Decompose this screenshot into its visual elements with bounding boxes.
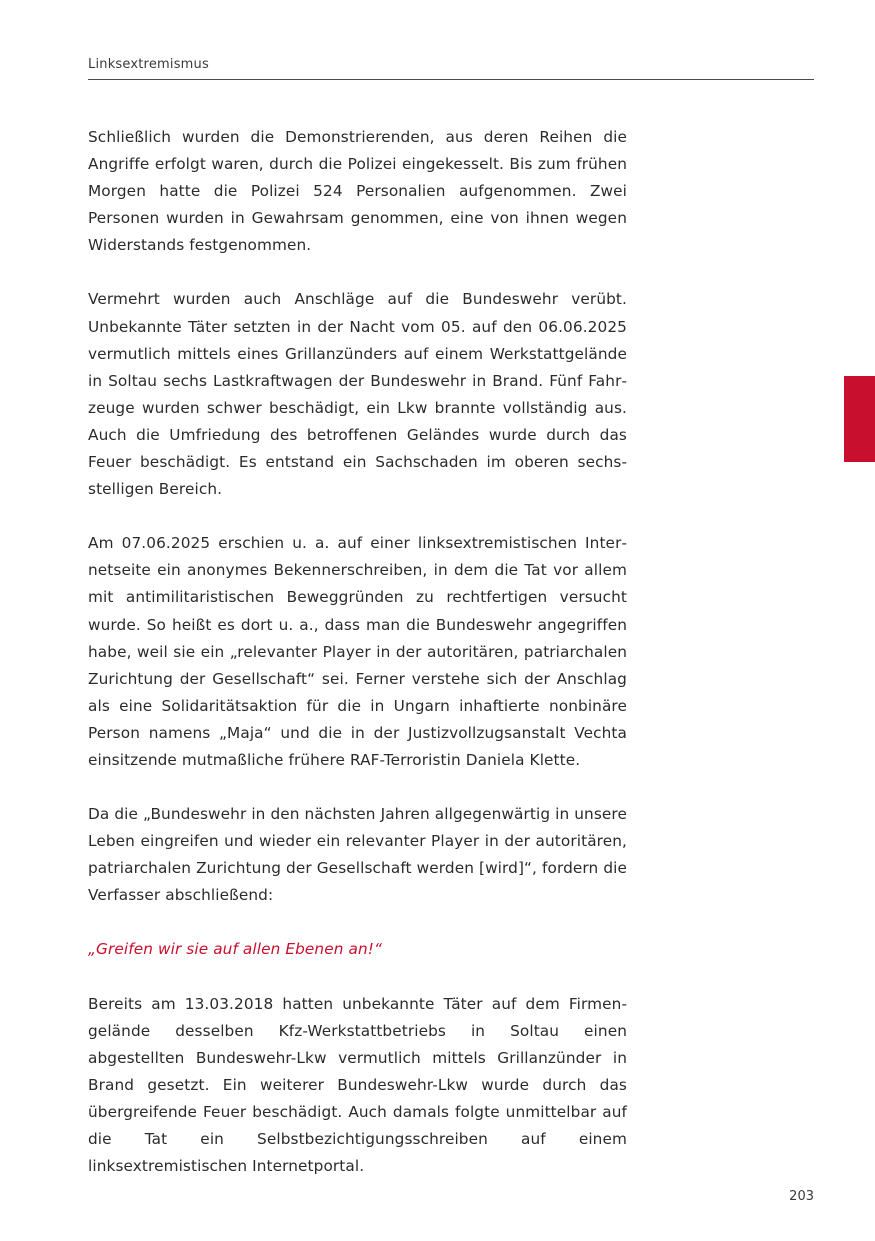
- paragraph-authors-demand: Da die „Bundeswehr in den nächsten Jahren allgegenwärtig in unsere Leben eingreifen und wieder ein relevanter Player in der autoritären, patriarchalen Zurichtung der Gesellschaft werden [wird]“, fordern die Verfasser abschließend:: [88, 805, 627, 905]
- running-header-title: Linksextremismus: [88, 57, 209, 72]
- paragraph-2018-incident: Bereits am 13.03.2018 hatten unbekannte Täter auf dem Firmengelände desselben Kfz-Werkstattbetriebs in Soltau einen abgestellten Bundeswehr-Lkw vermutlich mittels Grillanzünder in Brand gesetzt. Ein weiterer Bundeswehr-Lkw wurde durch das übergreifende Feuer beschädigt. Auch damals folgte unmittelbar auf die Tat ein Selbstbezichtigungsschreiben auf einem linksextremistischen Internetportal.: [88, 994, 627, 1176]
- main-text-column: [88, 124, 627, 1207]
- paragraph-bundeswehr-attack: Vermehrt wurden auch Anschläge auf die Bundeswehr verübt. Unbekannte Täter setzten in der Nacht vom 05. auf den 06.06.2025 vermutlich mittels eines Grillanzünders auf einem Werkstattgelände in Soltau sechs Lastkraftwagen der Bundeswehr in Brand. Fünf Fahrzeuge wurden schwer beschädigt, ein Lkw brannte vollständig aus. Auch die Umfriedung des betroffenen Geländes wurde durch das Feuer beschädigt. Es entstand ein Sachschaden im oberen sechsstelligen Bereich.: [88, 290, 627, 499]
- header-divider: [88, 79, 814, 80]
- highlighted-quote: „Greifen wir sie auf allen Ebenen an!“: [88, 940, 383, 959]
- page-number: 203: [789, 1189, 814, 1204]
- chapter-marker-tab: [844, 376, 875, 462]
- paragraph-kettling: Schließlich wurden die Demonstrierenden, aus deren Reihen die Angriffe erfolgt waren, durch die Polizei eingekesselt. Bis zum frühen Morgen hatte die Polizei 524 Personalien aufgenommen. Zwei Personen wurden in Gewahrsam genommen, eine von ihnen wegen Widerstands festgenommen.: [88, 128, 627, 255]
- paragraph-claim-of-responsibility: Am 07.06.2025 erschien u. a. auf einer linksextremistischen Internetseite ein anonymes Bekennerschreiben, in dem die Tat vor allem mit antimilitaristischen Beweggründen zu rechtfertigen versucht wurde. So heißt es dort u. a., dass man die Bundeswehr angegriffen habe, weil sie ein „relevanter Player in der autoritären, patriarchalen Zurichtung der Gesellschaft“ sei. Ferner verstehe sich der Anschlag als eine Solidaritätsaktion für die in Ungarn inhaftierte nonbinäre Person namens „Maja“ und die in der Justizvollzugsanstalt Vechta einsitzende mutmaßliche frühere RAF-Terroristin Daniela Klette.: [88, 534, 627, 769]
